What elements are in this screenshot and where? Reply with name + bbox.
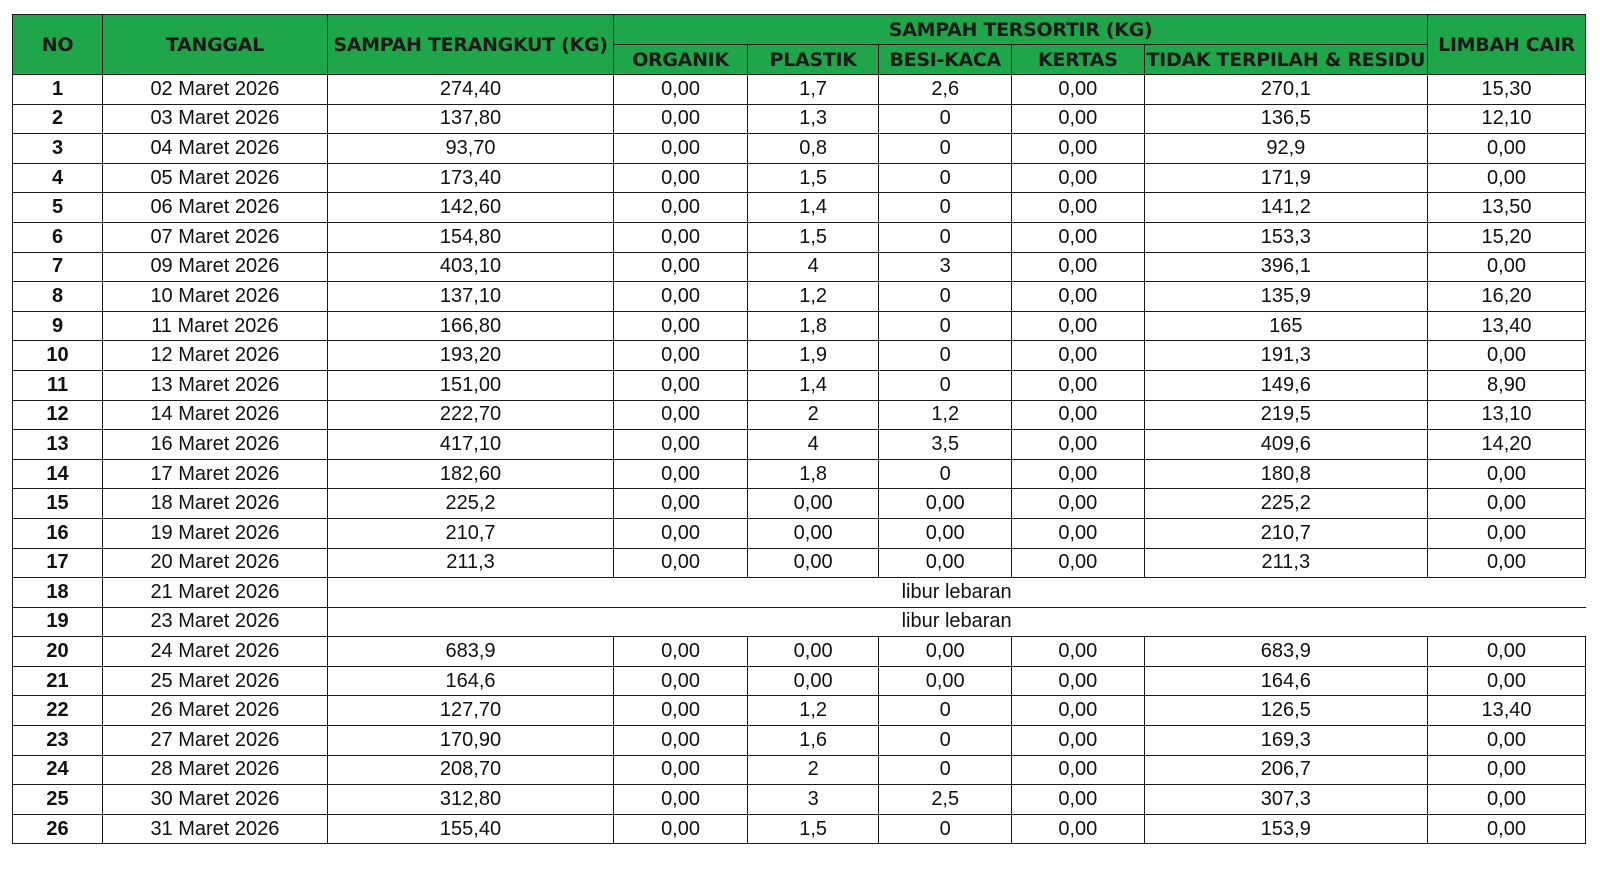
table-row	[13, 459, 1586, 489]
cell-limbah-cair: 13,50	[1428, 193, 1586, 223]
table-row	[13, 341, 1586, 371]
table-row	[13, 726, 1586, 756]
cell-no: 5	[13, 193, 103, 223]
cell-besi-kaca: 0	[879, 282, 1012, 312]
cell-besi-kaca: 0	[879, 193, 1012, 223]
cell-plastik: 1,5	[747, 163, 879, 193]
cell-besi-kaca: 0	[879, 222, 1012, 252]
cell-terangkut: 182,60	[327, 459, 613, 489]
cell-plastik: 1,7	[747, 75, 879, 105]
cell-no: 22	[13, 696, 103, 726]
cell-plastik: 1,4	[747, 193, 879, 223]
cell-kertas: 0,00	[1012, 430, 1145, 460]
cell-kertas: 0,00	[1012, 726, 1145, 756]
table-row	[13, 134, 1586, 164]
cell-kertas: 0,00	[1012, 134, 1145, 164]
table-body	[13, 75, 1586, 844]
cell-tanggal: 09 Maret 2026	[103, 252, 328, 282]
cell-residu: 169,3	[1144, 726, 1427, 756]
cell-kertas: 0,00	[1012, 252, 1145, 282]
cell-organik: 0,00	[614, 666, 748, 696]
cell-tanggal: 31 Maret 2026	[103, 814, 328, 844]
cell-residu: 126,5	[1144, 696, 1427, 726]
cell-kertas: 0,00	[1012, 459, 1145, 489]
table-row	[13, 489, 1586, 519]
cell-plastik: 0,00	[747, 548, 879, 578]
cell-besi-kaca: 0	[879, 696, 1012, 726]
cell-tanggal: 16 Maret 2026	[103, 430, 328, 460]
cell-plastik: 1,2	[747, 696, 879, 726]
cell-plastik: 4	[747, 252, 879, 282]
cell-residu: 225,2	[1144, 489, 1427, 519]
cell-terangkut: 137,80	[327, 104, 613, 134]
table-row	[13, 785, 1586, 815]
header-organik: ORGANIK	[614, 45, 748, 75]
cell-plastik: 1,5	[747, 814, 879, 844]
cell-tanggal: 05 Maret 2026	[103, 163, 328, 193]
header-tanggal: TANGGAL	[103, 15, 328, 75]
cell-tanggal: 18 Maret 2026	[103, 489, 328, 519]
cell-no: 18	[13, 578, 103, 608]
cell-no: 10	[13, 341, 103, 371]
cell-limbah-cair: 14,20	[1428, 430, 1586, 460]
cell-organik: 0,00	[614, 400, 748, 430]
table-header	[13, 15, 1586, 75]
cell-note: libur lebaran	[327, 578, 1585, 608]
table-row	[13, 518, 1586, 548]
cell-no: 13	[13, 430, 103, 460]
cell-plastik: 2	[747, 400, 879, 430]
cell-organik: 0,00	[614, 311, 748, 341]
cell-kertas: 0,00	[1012, 104, 1145, 134]
cell-organik: 0,00	[614, 222, 748, 252]
cell-limbah-cair: 15,30	[1428, 75, 1586, 105]
cell-plastik: 1,8	[747, 459, 879, 489]
cell-besi-kaca: 0	[879, 370, 1012, 400]
cell-kertas: 0,00	[1012, 163, 1145, 193]
cell-no: 24	[13, 755, 103, 785]
cell-kertas: 0,00	[1012, 637, 1145, 667]
cell-organik: 0,00	[614, 518, 748, 548]
cell-tanggal: 10 Maret 2026	[103, 282, 328, 312]
table-row	[13, 607, 1586, 637]
header-plastik: PLASTIK	[747, 45, 879, 75]
cell-limbah-cair: 0,00	[1428, 785, 1586, 815]
cell-residu: 180,8	[1144, 459, 1427, 489]
cell-organik: 0,00	[614, 489, 748, 519]
table-row	[13, 282, 1586, 312]
cell-residu: 141,2	[1144, 193, 1427, 223]
cell-no: 11	[13, 370, 103, 400]
header-limbah-cair: LIMBAH CAIR	[1428, 15, 1586, 75]
cell-kertas: 0,00	[1012, 696, 1145, 726]
cell-no: 9	[13, 311, 103, 341]
cell-no: 1	[13, 75, 103, 105]
cell-kertas: 0,00	[1012, 489, 1145, 519]
table-row	[13, 370, 1586, 400]
cell-limbah-cair: 13,40	[1428, 696, 1586, 726]
cell-kertas: 0,00	[1012, 341, 1145, 371]
cell-organik: 0,00	[614, 75, 748, 105]
cell-tanggal: 04 Maret 2026	[103, 134, 328, 164]
cell-plastik: 1,5	[747, 222, 879, 252]
cell-residu: 136,5	[1144, 104, 1427, 134]
cell-tanggal: 06 Maret 2026	[103, 193, 328, 223]
cell-besi-kaca: 1,2	[879, 400, 1012, 430]
cell-limbah-cair: 0,00	[1428, 341, 1586, 371]
cell-organik: 0,00	[614, 459, 748, 489]
header-kertas: KERTAS	[1012, 45, 1145, 75]
cell-residu: 409,6	[1144, 430, 1427, 460]
cell-besi-kaca: 0	[879, 814, 1012, 844]
cell-tanggal: 19 Maret 2026	[103, 518, 328, 548]
cell-tanggal: 30 Maret 2026	[103, 785, 328, 815]
cell-plastik: 0,8	[747, 134, 879, 164]
cell-kertas: 0,00	[1012, 755, 1145, 785]
cell-terangkut: 403,10	[327, 252, 613, 282]
cell-limbah-cair: 12,10	[1428, 104, 1586, 134]
cell-besi-kaca: 3	[879, 252, 1012, 282]
table-row	[13, 666, 1586, 696]
cell-terangkut: 154,80	[327, 222, 613, 252]
cell-terangkut: 312,80	[327, 785, 613, 815]
cell-tanggal: 20 Maret 2026	[103, 548, 328, 578]
cell-kertas: 0,00	[1012, 814, 1145, 844]
cell-no: 19	[13, 607, 103, 637]
table-row	[13, 104, 1586, 134]
cell-plastik: 1,9	[747, 341, 879, 371]
cell-organik: 0,00	[614, 785, 748, 815]
cell-besi-kaca: 0,00	[879, 637, 1012, 667]
cell-organik: 0,00	[614, 696, 748, 726]
cell-no: 7	[13, 252, 103, 282]
cell-no: 6	[13, 222, 103, 252]
cell-terangkut: 142,60	[327, 193, 613, 223]
cell-plastik: 0,00	[747, 489, 879, 519]
cell-residu: 270,1	[1144, 75, 1427, 105]
table-row	[13, 163, 1586, 193]
cell-tanggal: 02 Maret 2026	[103, 75, 328, 105]
cell-kertas: 0,00	[1012, 400, 1145, 430]
cell-organik: 0,00	[614, 755, 748, 785]
table-row	[13, 696, 1586, 726]
table-row	[13, 430, 1586, 460]
table-row	[13, 400, 1586, 430]
cell-terangkut: 166,80	[327, 311, 613, 341]
header-no: NO	[13, 15, 103, 75]
table-row	[13, 578, 1586, 608]
table-row	[13, 755, 1586, 785]
cell-terangkut: 211,3	[327, 548, 613, 578]
cell-no: 3	[13, 134, 103, 164]
cell-kertas: 0,00	[1012, 548, 1145, 578]
cell-organik: 0,00	[614, 814, 748, 844]
cell-plastik: 4	[747, 430, 879, 460]
cell-limbah-cair: 0,00	[1428, 666, 1586, 696]
cell-organik: 0,00	[614, 726, 748, 756]
cell-residu: 164,6	[1144, 666, 1427, 696]
table-row	[13, 252, 1586, 282]
cell-organik: 0,00	[614, 282, 748, 312]
header-terangkut: SAMPAH TERANGKUT (KG)	[327, 15, 613, 75]
cell-limbah-cair: 15,20	[1428, 222, 1586, 252]
cell-tanggal: 24 Maret 2026	[103, 637, 328, 667]
cell-residu: 396,1	[1144, 252, 1427, 282]
table-row	[13, 311, 1586, 341]
cell-residu: 171,9	[1144, 163, 1427, 193]
cell-limbah-cair: 0,00	[1428, 814, 1586, 844]
cell-plastik: 0,00	[747, 637, 879, 667]
cell-organik: 0,00	[614, 637, 748, 667]
cell-residu: 211,3	[1144, 548, 1427, 578]
cell-residu: 92,9	[1144, 134, 1427, 164]
cell-residu: 307,3	[1144, 785, 1427, 815]
cell-no: 20	[13, 637, 103, 667]
cell-tanggal: 27 Maret 2026	[103, 726, 328, 756]
cell-tanggal: 28 Maret 2026	[103, 755, 328, 785]
cell-besi-kaca: 0,00	[879, 548, 1012, 578]
cell-organik: 0,00	[614, 193, 748, 223]
cell-limbah-cair: 0,00	[1428, 755, 1586, 785]
cell-limbah-cair: 0,00	[1428, 163, 1586, 193]
cell-besi-kaca: 0	[879, 134, 1012, 164]
cell-terangkut: 164,6	[327, 666, 613, 696]
waste-report-table	[12, 14, 1586, 844]
cell-terangkut: 127,70	[327, 696, 613, 726]
cell-limbah-cair: 0,00	[1428, 726, 1586, 756]
cell-no: 2	[13, 104, 103, 134]
header-residu: TIDAK TERPILAH & RESIDU	[1144, 45, 1427, 75]
cell-plastik: 3	[747, 785, 879, 815]
cell-limbah-cair: 13,40	[1428, 311, 1586, 341]
cell-besi-kaca: 2,6	[879, 75, 1012, 105]
cell-tanggal: 21 Maret 2026	[103, 578, 328, 608]
table-row	[13, 75, 1586, 105]
cell-limbah-cair: 0,00	[1428, 518, 1586, 548]
cell-besi-kaca: 0,00	[879, 666, 1012, 696]
cell-kertas: 0,00	[1012, 370, 1145, 400]
cell-limbah-cair: 0,00	[1428, 637, 1586, 667]
header-besi-kaca: BESI-KACA	[879, 45, 1012, 75]
cell-limbah-cair: 0,00	[1428, 459, 1586, 489]
cell-organik: 0,00	[614, 252, 748, 282]
cell-kertas: 0,00	[1012, 193, 1145, 223]
cell-terangkut: 417,10	[327, 430, 613, 460]
cell-no: 23	[13, 726, 103, 756]
cell-tanggal: 03 Maret 2026	[103, 104, 328, 134]
cell-residu: 153,3	[1144, 222, 1427, 252]
cell-plastik: 1,8	[747, 311, 879, 341]
header-tersortir: SAMPAH TERSORTIR (KG)	[614, 15, 1428, 45]
cell-residu: 206,7	[1144, 755, 1427, 785]
cell-tanggal: 14 Maret 2026	[103, 400, 328, 430]
cell-limbah-cair: 0,00	[1428, 134, 1586, 164]
cell-organik: 0,00	[614, 163, 748, 193]
cell-tanggal: 17 Maret 2026	[103, 459, 328, 489]
cell-residu: 219,5	[1144, 400, 1427, 430]
cell-terangkut: 173,40	[327, 163, 613, 193]
cell-tanggal: 26 Maret 2026	[103, 696, 328, 726]
cell-kertas: 0,00	[1012, 785, 1145, 815]
table-row	[13, 814, 1586, 844]
cell-terangkut: 93,70	[327, 134, 613, 164]
cell-besi-kaca: 3,5	[879, 430, 1012, 460]
cell-terangkut: 225,2	[327, 489, 613, 519]
cell-besi-kaca: 0,00	[879, 489, 1012, 519]
cell-no: 15	[13, 489, 103, 519]
cell-no: 16	[13, 518, 103, 548]
cell-besi-kaca: 0	[879, 726, 1012, 756]
cell-tanggal: 13 Maret 2026	[103, 370, 328, 400]
cell-kertas: 0,00	[1012, 311, 1145, 341]
cell-kertas: 0,00	[1012, 518, 1145, 548]
table-row	[13, 193, 1586, 223]
cell-besi-kaca: 0	[879, 755, 1012, 785]
cell-besi-kaca: 0,00	[879, 518, 1012, 548]
cell-plastik: 0,00	[747, 518, 879, 548]
cell-kertas: 0,00	[1012, 666, 1145, 696]
cell-residu: 683,9	[1144, 637, 1427, 667]
cell-no: 12	[13, 400, 103, 430]
cell-terangkut: 274,40	[327, 75, 613, 105]
cell-limbah-cair: 13,10	[1428, 400, 1586, 430]
cell-plastik: 2	[747, 755, 879, 785]
cell-no: 8	[13, 282, 103, 312]
cell-no: 21	[13, 666, 103, 696]
cell-organik: 0,00	[614, 370, 748, 400]
cell-tanggal: 23 Maret 2026	[103, 607, 328, 637]
cell-residu: 153,9	[1144, 814, 1427, 844]
cell-plastik: 1,2	[747, 282, 879, 312]
cell-residu: 135,9	[1144, 282, 1427, 312]
table-row	[13, 548, 1586, 578]
cell-note: libur lebaran	[327, 607, 1585, 637]
cell-terangkut: 222,70	[327, 400, 613, 430]
cell-organik: 0,00	[614, 341, 748, 371]
cell-no: 25	[13, 785, 103, 815]
cell-limbah-cair: 8,90	[1428, 370, 1586, 400]
cell-terangkut: 210,7	[327, 518, 613, 548]
cell-tanggal: 25 Maret 2026	[103, 666, 328, 696]
cell-terangkut: 683,9	[327, 637, 613, 667]
cell-besi-kaca: 0	[879, 163, 1012, 193]
cell-kertas: 0,00	[1012, 75, 1145, 105]
cell-besi-kaca: 0	[879, 104, 1012, 134]
cell-limbah-cair: 0,00	[1428, 489, 1586, 519]
table-row	[13, 637, 1586, 667]
cell-terangkut: 137,10	[327, 282, 613, 312]
cell-residu: 149,6	[1144, 370, 1427, 400]
cell-limbah-cair: 16,20	[1428, 282, 1586, 312]
cell-no: 4	[13, 163, 103, 193]
cell-limbah-cair: 0,00	[1428, 252, 1586, 282]
cell-terangkut: 170,90	[327, 726, 613, 756]
cell-plastik: 1,6	[747, 726, 879, 756]
cell-residu: 210,7	[1144, 518, 1427, 548]
cell-besi-kaca: 2,5	[879, 785, 1012, 815]
cell-limbah-cair: 0,00	[1428, 548, 1586, 578]
cell-besi-kaca: 0	[879, 341, 1012, 371]
cell-terangkut: 193,20	[327, 341, 613, 371]
cell-organik: 0,00	[614, 134, 748, 164]
cell-residu: 165	[1144, 311, 1427, 341]
cell-residu: 191,3	[1144, 341, 1427, 371]
cell-plastik: 0,00	[747, 666, 879, 696]
cell-terangkut: 208,70	[327, 755, 613, 785]
cell-kertas: 0,00	[1012, 222, 1145, 252]
cell-organik: 0,00	[614, 104, 748, 134]
cell-plastik: 1,4	[747, 370, 879, 400]
cell-kertas: 0,00	[1012, 282, 1145, 312]
cell-tanggal: 12 Maret 2026	[103, 341, 328, 371]
cell-no: 17	[13, 548, 103, 578]
cell-no: 26	[13, 814, 103, 844]
cell-tanggal: 11 Maret 2026	[103, 311, 328, 341]
cell-plastik: 1,3	[747, 104, 879, 134]
cell-terangkut: 151,00	[327, 370, 613, 400]
cell-besi-kaca: 0	[879, 311, 1012, 341]
cell-besi-kaca: 0	[879, 459, 1012, 489]
cell-no: 14	[13, 459, 103, 489]
cell-organik: 0,00	[614, 430, 748, 460]
cell-terangkut: 155,40	[327, 814, 613, 844]
table-row	[13, 222, 1586, 252]
cell-tanggal: 07 Maret 2026	[103, 222, 328, 252]
cell-organik: 0,00	[614, 548, 748, 578]
